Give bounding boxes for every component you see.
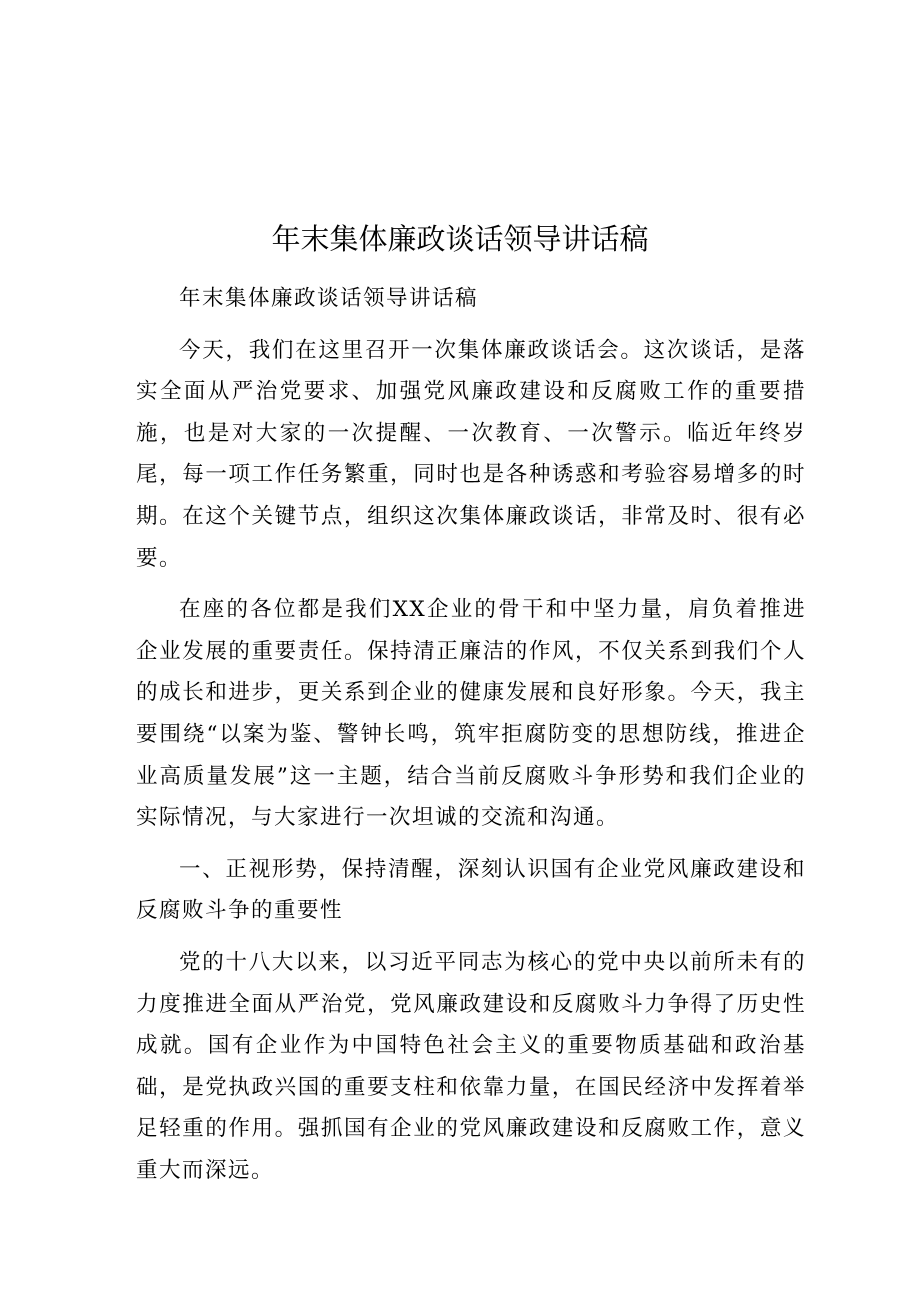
document-subtitle: 年末集体廉政谈话领导讲话稿 bbox=[179, 286, 479, 311]
document-body bbox=[136, 278, 806, 1191]
section-heading-1: 一、正视形势，保持清醒，深刻认识国有企业党风廉政建设和反腐败斗争的重要性 bbox=[136, 856, 806, 924]
paragraph-purpose: 在座的各位都是我们XX企业的骨干和中坚力量，肩负着推进企业发展的重要责任。保持清正廉洁的作风，不仅关系到我们个人的成长和进步，更关系到企业的健康发展和良好形象。今天，我主要围绕“以案为鉴、警钟长鸣，筑牢拒腐防变的思想防线，推进企业高质量发展”这一主题，结合当前反腐败斗争形势和我们企业的实际情况，与大家进行一次坦诚的交流和沟通。 bbox=[136, 597, 806, 831]
paragraph-background: 党的十八大以来，以习近平同志为核心的党中央以前所未有的力度推进全面从严治党，党风廉政建设和反腐败斗力争得了历史性成就。国有企业作为中国特色社会主义的重要物质基础和政治基础，是党执政兴国的重要支柱和依靠力量，在国民经济中发挥着举足轻重的作用。强抓国有企业的党风廉政建设和反腐败工作，意义重大而深远。 bbox=[136, 949, 806, 1183]
paragraph-intro: 今天，我们在这里召开一次集体廉政谈话会。这次谈话，是落实全面从严治党要求、加强党风廉政建设和反腐败工作的重要措施，也是对大家的一次提醒、一次教育、一次警示。临近年终岁尾，每一项工作任务繁重，同时也是各种诱惑和考验容易增多的时期。在这个关键节点，组织这次集体廉政谈话，非常及时、很有必要。 bbox=[136, 337, 806, 571]
document-title: 年末集体廉政谈话领导讲话稿 bbox=[271, 222, 649, 256]
